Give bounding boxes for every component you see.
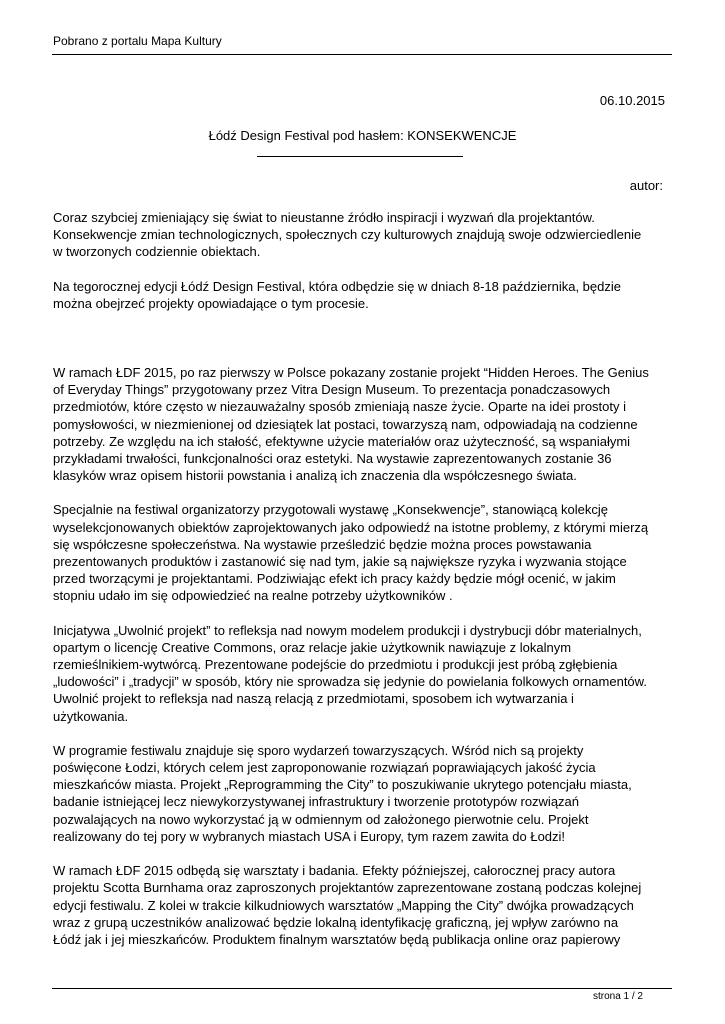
page-number: strona 1 / 2 [592,991,643,1002]
document-date: 06.10.2015 [599,93,665,108]
article-body [53,209,678,948]
paragraph: W programie festiwalu znajduje się sporo wydarzeń towarzyszących. Wśród nich są projekty poświęcone Łodzi, których celem jest zaproponowanie rozwiązań poprawiających jakość życia mieszkańców miasta. Projekt „Reprogramming the City” to poszukiwanie ukrytego potencjału miasta, badanie istniejącej lecz niewykorzystywanej infrastruktury i tworzenie prototypów rozwiązań pozwalających na nowo wykorzystać ją w odmiennym od założonego pierwotnie celu. Projekt realizowany do tej pory w wybranych miastach USA i Europy, tym razem zawita do Łodzi! [53,742,632,844]
paragraph: Na tegorocznej edycji Łódź Design Festival, która odbędzie się w dniach 8-18 października, będzie można obejrzeć projekty opowiadające o tym procesie. [53,278,621,311]
paragraph: Specjalnie na festiwal organizatorzy przygotowali wystawę „Konsekwencje”, stanowiącą kolekcję wyselekcjonowanych obiektów zaprojektowanych jako odpowiedź na istotne problemy, z którymi mierzą się współczesne społeczeństwa. Na wystawie prześledzić będzie można proces powstawania prezentowanych produktów i zastanowić się nad tym, jakie są największe ryzyka i wyzwania stojące przed tworzącymi je projektantami. Podziwiając efekt ich pracy każdy będzie mógł ocenić, w jakim stopniu udało im się odpowiedzieć na realne potrzeby użytkowników . [53,502,649,604]
download-source-header: Pobrano z portalu Mapa Kultury [53,34,222,48]
author-label: autor: [629,178,663,193]
footer-divider [52,988,672,989]
paragraph: Coraz szybciej zmieniający się świat to nieustanne źródło inspiracji i wyzwań dla projektantów. Konsekwencje zmian technologicznych, społecznych czy kulturowych znajdują swoje odzwierciedlenie w tworzonych codziennie obiektach. [53,210,642,260]
paragraph: Inicjatywa „Uwolnić projekt” to refleksja nad nowym modelem produkcji i dystrybucji dóbr materialnych, opartym o licencję Creative Commons, oraz relacje jakie użytkownik nawiązuje z lokalnym rzemieślnikiem-wytwórcą. Prezentowane podejście do przedmiotu i produkcji jest próbą zgłębienia „ludowości” i „tradycji” w sposób, który nie sprowadza się jedynie do powielania folkowych ornamentów. Uwolnić projekt to refleksja nad naszą relacją z przedmiotami, sposobem ich wytwarzania i użytkowania. [53,622,647,724]
paragraph: W ramach ŁDF 2015, po raz pierwszy w Polsce pokazany zostanie projekt “Hidden Heroes. The Genius of Everyday Things” przygotowany przez Vitra Design Museum. To prezentacja ponadczasowych przedmiotów, które często w niezauważalny sposób zmieniają nasze życie. Oparte na idei prostoty i pomysłowości, w niezmienionej od dziesiątek lat postaci, towarzyszą nam, odpowiadają na codzienne potrzeby. Ze względu na ich stałość, efektywne użycie materiałów oraz użyteczność, są wspaniałymi przykładami trwałości, funkcjonalności oraz estetyki. Na wystawie zaprezentowanych zostanie 36 klasyków wraz opisem historii powstania i analizą ich znaczenia dla współczesnego świata. [53,365,649,484]
header-divider [52,54,672,55]
document-title: Łódź Design Festival pod hasłem: KONSEKWENCJE [208,128,517,143]
paragraph: W ramach ŁDF 2015 odbędą się warsztaty i badania. Efekty późniejszej, całorocznej pracy autora projektu Scotta Burnhama oraz zaproszonych projektantów zaprezentowane zostaną podczas kolejnej edycji festiwalu. Z kolei w trakcie kilkudniowych warsztatów „Mapping the City” dwójka prowadzących wraz z grupą uczestników analizować będzie lokalną identyfikację graficzną, jej wpływ zarówno na Łódź jak i jej mieszkańców. Produktem finalnym warsztatów będą publikacja online oraz papierowy [53,863,642,947]
title-underline [257,156,463,157]
